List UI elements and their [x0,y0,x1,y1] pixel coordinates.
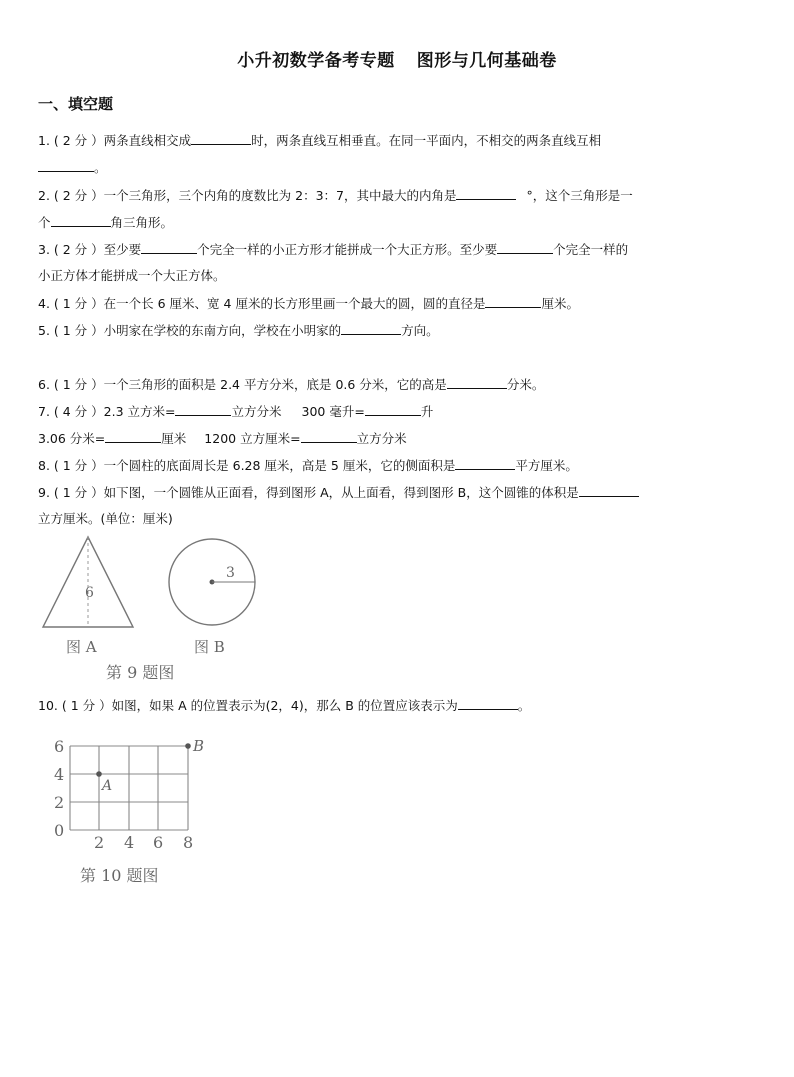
figure-10-caption: 第 10 题图 [80,866,159,885]
y-tick: 0 [54,821,65,840]
question-7-line-1: 7. ( 4 分 ）2.3 立方米= 立方分米 300 毫升= 升 [38,404,434,419]
x-tick: 2 [94,833,105,852]
question-7-line-2: 3.06 分米= 厘米 1200 立方厘米= 立方分米 [38,431,407,446]
answer-blank[interactable] [485,294,541,308]
title-part-2: 图形与几何基础卷 [416,51,557,71]
answer-blank[interactable] [191,131,251,145]
answer-blank[interactable] [458,696,518,710]
answer-blank[interactable] [341,321,401,335]
label-a: 图 A [66,638,97,656]
y-tick: 4 [54,765,65,784]
page-title [0,46,794,71]
title-part-1: 小升初数学备考专题 [237,51,395,71]
question-3-line-2: 小正方体才能拼成一个大正方体。 [38,268,226,283]
point-a-dot [96,771,102,777]
question-10: 10. ( 1 分 ）如图，如果 A 的位置表示为(2，4)，那么 B 的位置应该表示为 。 [38,698,531,713]
question-5: 5. ( 1 分 ）小明家在学校的东南方向，学校在小明家的 方向。 [38,323,439,338]
answer-blank[interactable] [175,402,231,416]
y-tick: 2 [54,793,65,812]
point-a-label: A [102,778,113,794]
question-2-line-1: 2. ( 2 分 ）一个三角形，三个内角的度数比为 2：3：7，其中最大的内角是 °，这个三角形是一 [38,188,633,203]
x-tick: 6 [153,833,164,852]
x-tick: 8 [183,833,194,852]
x-tick: 4 [124,833,135,852]
question-1-line-2: 。 [38,158,107,177]
figure-10 [46,732,246,892]
answer-blank[interactable] [455,456,515,470]
point-b-label: B [193,737,205,755]
answer-blank[interactable] [301,429,357,443]
section-heading: 一、填空题 [38,95,114,113]
question-9-line-1: 9. ( 1 分 ）如下图，一个圆锥从正面看，得到图形 A，从上面看，得到图形 B，这个圆锥的体积是 [38,483,639,502]
answer-blank[interactable] [365,402,421,416]
answer-blank[interactable] [447,375,507,389]
figure-9 [36,532,266,687]
answer-blank[interactable] [51,213,111,227]
question-3-line-1: 3. ( 2 分 ）至少要 个完全一样的小正方形才能拼成一个大正方形。至少要 个完全一样的 [38,242,629,257]
question-2-line-2: 个 角三角形。 [38,215,174,230]
answer-blank[interactable] [105,429,161,443]
answer-blank[interactable] [579,483,639,497]
answer-blank[interactable] [497,240,553,254]
question-9-line-2: 立方厘米。(单位：厘米) [38,511,173,526]
grid [70,746,188,830]
point-b-dot [185,743,191,749]
label-b: 图 B [194,638,225,656]
answer-blank[interactable] [141,240,197,254]
question-8: 8. ( 1 分 ）一个圆柱的底面周长是 6.28 厘米，高是 5 厘米，它的侧面积是 平方厘米。 [38,458,578,473]
answer-blank[interactable] [456,186,516,200]
question-6: 6. ( 1 分 ）一个三角形的面积是 2.4 平方分米，底是 0.6 分米，它的高是 分米。 [38,377,545,392]
y-tick: 6 [54,737,65,756]
figure-9-caption: 第 9 题图 [106,663,175,682]
answer-blank[interactable] [38,158,94,172]
question-4: 4. ( 1 分 ）在一个长 6 厘米、宽 4 厘米的长方形里画一个最大的圆，圆的直径是 厘米。 [38,296,579,311]
question-1-line-1: 1. ( 2 分 ）两条直线相交成 时，两条直线互相垂直。在同一平面内，不相交的两条直线互相 [38,133,602,148]
height-label: 6 [85,585,94,601]
radius-label: 3 [226,565,235,581]
